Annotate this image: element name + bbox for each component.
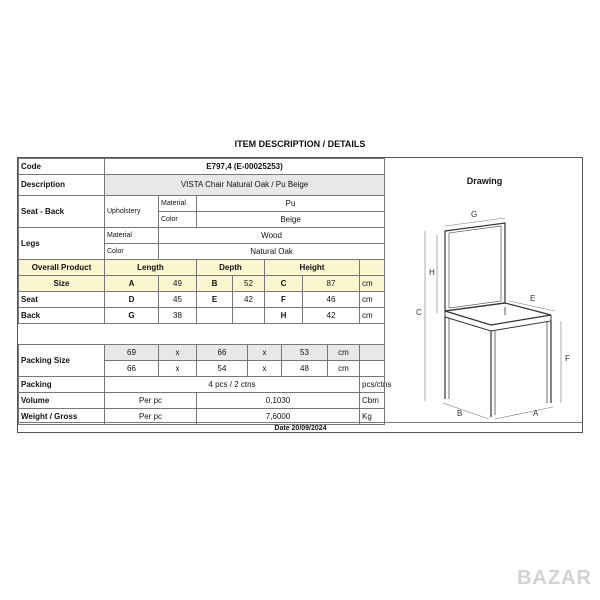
volume-per: Per pc [105,393,197,409]
packing-value: 4 pcs / 2 ctns [105,377,360,393]
seat-back-label: Seat - Back [19,196,105,228]
seat-length-value: 45 [159,292,197,308]
chair-backrest-inner [449,226,501,308]
seat-height-key: F [265,292,303,308]
dim-letter-e: E [530,294,536,303]
volume-unit: Cbm [360,393,385,409]
dimension-header-row [19,260,385,276]
dim-letter-g: G [471,210,478,219]
spec-sheet [17,157,583,433]
code-row [19,159,385,175]
back-height-key: H [265,308,303,324]
weight-per: Per pc [105,409,197,425]
volume-row [19,393,385,409]
packing-label: Packing [19,377,105,393]
packing-size-2-b: 54 [197,361,248,377]
drawing-label: Drawing [466,176,503,186]
packing-size-2-unit: cm [328,361,360,377]
packing-size-1-x2: x [248,345,282,361]
spacer-cell [19,324,385,345]
seat-back-material-row [19,196,385,212]
overall-size-header-1: Overall Product [19,260,105,276]
chair-seat-edge [445,311,551,331]
overall-size-header-2: Size [19,276,105,292]
seat-label: Seat [19,292,105,308]
overall-length-value: 49 [159,276,197,292]
dim-letter-h: H [429,268,435,277]
sheet-title: ITEM DESCRIPTION / DETAILS [234,139,366,149]
seat-depth-key: E [197,292,233,308]
legs-color-label: Color [105,244,159,260]
seat-row [19,292,385,308]
back-depth-key [197,308,233,324]
spacer-row [19,324,385,345]
back-height-value: 42 [303,308,360,324]
drawing-panel [384,158,584,422]
date-row: Date 20/09/2024 [18,422,583,434]
dim-b-line [443,403,489,419]
legs-color: Natural Oak [159,244,385,260]
legs-material-label: Material [105,228,159,244]
legs-material-row [19,228,385,244]
dim-letter-b: B [457,409,463,418]
chair-backrest [445,223,505,311]
seat-back-group: Upholstery [105,196,159,228]
back-length-key: G [105,308,159,324]
volume-label: Volume [19,393,105,409]
packing-size-row-1 [19,345,385,361]
weight-unit: Kg [360,409,385,425]
seat-back-material-label: Material [159,196,197,212]
description-row [19,175,385,196]
packing-size-1-a: 69 [105,345,159,361]
seat-back-color-label: Color [159,212,197,228]
seat-unit: cm [360,292,385,308]
back-unit: cm [360,308,385,324]
packing-size-1-unit: cm [328,345,360,361]
seat-back-color: Beige [197,212,385,228]
volume-value: 0,1030 [197,393,360,409]
seat-back-material: Pu [197,196,385,212]
packing-row [19,377,385,393]
packing-size-1-b: 66 [197,345,248,361]
packing-size-2-x1: x [159,361,197,377]
seat-depth-value: 42 [233,292,265,308]
spec-table [18,158,392,425]
back-length-value: 38 [159,308,197,324]
packing-size-2-c: 48 [282,361,328,377]
code-label: Code [19,159,105,175]
depth-header: Depth [197,260,265,276]
overall-height-value: 87 [303,276,360,292]
length-header: Length [105,260,197,276]
back-row [19,308,385,324]
chair-drawing [385,203,584,418]
dim-a-line [495,407,553,419]
overall-depth-key: B [197,276,233,292]
weight-label: Weight / Gross [19,409,105,425]
height-header: Height [265,260,360,276]
overall-row [19,276,385,292]
overall-height-key: C [265,276,303,292]
legs-material: Wood [159,228,385,244]
packing-size-1-x1: x [159,345,197,361]
legs-label: Legs [19,228,105,260]
packing-size-2-blank [360,361,385,377]
back-label: Back [19,308,105,324]
packing-size-label: Packing Size [19,345,105,377]
dim-letter-c: C [416,308,422,317]
packing-size-2-x2: x [248,361,282,377]
overall-length-key: A [105,276,159,292]
seat-height-value: 46 [303,292,360,308]
code-value: E797,4 (E-00025253) [105,159,385,175]
packing-size-2-a: 66 [105,361,159,377]
header-blank [360,260,385,276]
description-value: VISTA Chair Natural Oak / Pu Beige [105,175,385,196]
dim-letter-a: A [533,409,539,418]
watermark-logo: BAZAR [517,567,592,589]
overall-unit: cm [360,276,385,292]
seat-length-key: D [105,292,159,308]
back-depth-value [233,308,265,324]
description-label: Description [19,175,105,196]
dim-letter-f: F [565,354,570,363]
packing-unit: pcs/ctns [360,377,385,393]
overall-depth-value: 52 [233,276,265,292]
weight-value: 7,6000 [197,409,360,425]
packing-size-1-blank [360,345,385,361]
packing-size-1-c: 53 [282,345,328,361]
